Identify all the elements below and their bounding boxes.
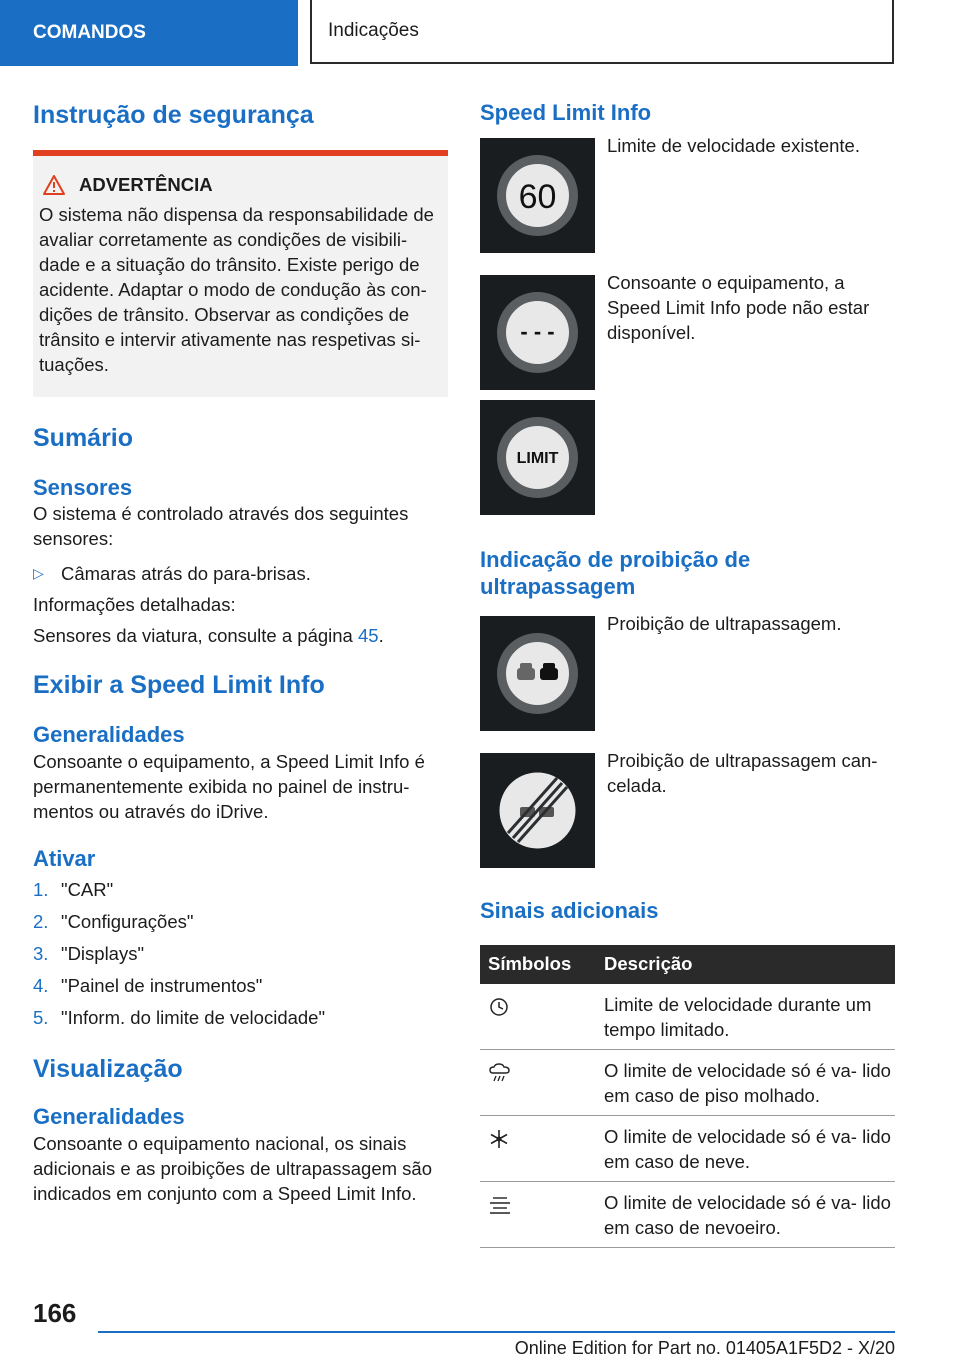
- step-item: [33, 970, 448, 1002]
- sign-60-text: Limite de velocidade existente.: [607, 135, 860, 157]
- step-item: [33, 1002, 448, 1034]
- visual-general-heading: Generalidades: [33, 1104, 185, 1130]
- speed-sign-unavailable-image: [480, 275, 595, 390]
- bullet-arrow-icon: ▷: [33, 565, 44, 582]
- speed-sign-limit-image: [480, 400, 595, 515]
- step-number: 4.: [33, 975, 49, 997]
- no-overtaking-sign-image: [480, 616, 595, 731]
- details-label: Informações detalhadas:: [33, 594, 236, 616]
- symbol-cell: [480, 1181, 596, 1247]
- step-number: 2.: [33, 911, 49, 933]
- step-text: "CAR": [61, 879, 114, 901]
- visual-heading: Visualização: [33, 1055, 183, 1084]
- description-cell: Limite de velocidade durante um tempo limitado.: [596, 984, 895, 1050]
- table-row: [480, 1181, 895, 1247]
- table-row: [480, 1115, 895, 1181]
- warning-header: [39, 174, 440, 196]
- sensors-text: O sistema é controlado através dos seguintes sensores:: [33, 503, 409, 550]
- display-general-text: Consoante o equipamento, a Speed Limit Info é permanentemente exibida no painel de instru- mentos ou através do iDrive.: [33, 750, 425, 822]
- table-row: [480, 1049, 895, 1115]
- warning-triangle-icon: [43, 175, 65, 195]
- step-text: "Inform. do limite de velocidade": [61, 1007, 326, 1029]
- sensor-bullet-text: Câmaras atrás do para-brisas.: [61, 563, 311, 585]
- step-number: 3.: [33, 943, 49, 965]
- section-tab: COMANDOS: [0, 0, 298, 66]
- right-column: [480, 100, 895, 1248]
- no-overtaking-text: Proibição de ultrapassagem.: [607, 613, 842, 635]
- summary-heading: Sumário: [33, 424, 134, 452]
- left-column: [33, 100, 448, 1206]
- page-number: 166: [33, 1298, 77, 1328]
- step-item: [33, 874, 448, 906]
- col-symbols-header: Símbolos: [480, 945, 596, 984]
- clock-icon: [488, 996, 510, 1018]
- col-description-header: Descrição: [596, 945, 895, 984]
- step-number: 5.: [33, 1007, 49, 1029]
- description-cell: O limite de velocidade só é va- lido em caso de neve.: [596, 1115, 895, 1181]
- symbol-cell: [480, 984, 596, 1050]
- additional-signs-heading: Sinais adicionais: [480, 898, 659, 924]
- visual-general-text: Consoante o equipamento nacional, os sinais adicionais e as proibições de ultrapassagem são indicados em conjunto com a Speed Limit Info.: [33, 1132, 433, 1204]
- warning-text: O sistema não dispensa da responsabilidade de avaliar corretamente as condições de visibili- dade e a situação do trânsito. Existe perigo de acidente. Adaptar o modo de condução às con- dições de trânsito. Observar as condições de trânsito e intervir ativamente nas respetivas si- tuações.: [39, 204, 434, 375]
- overtaking-heading: Indicação de proibição de ultrapassagem: [480, 547, 751, 599]
- footer-divider: [98, 1331, 895, 1333]
- step-item: [33, 906, 448, 938]
- symbol-cell: [480, 1115, 596, 1181]
- sign-60-value: 60: [518, 178, 557, 217]
- display-heading: Exibir a Speed Limit Info: [33, 671, 325, 700]
- table-header-row: [480, 945, 895, 984]
- speed-sign-60-image: [480, 138, 595, 253]
- additional-signs-table: [480, 945, 895, 1248]
- symbol-cell: [480, 1049, 596, 1115]
- sign-dash-text: Consoante o equipamento, a Speed Limit Info pode não estar disponível.: [607, 272, 870, 344]
- speed-limit-info-heading: Speed Limit Info: [480, 100, 652, 125]
- sign-row-overtaking-cancelled: [480, 750, 895, 868]
- step-text: "Painel de instrumentos": [61, 975, 263, 997]
- details-text: Sensores da viatura, consulte a página: [33, 625, 353, 647]
- activate-steps: [33, 874, 448, 1034]
- step-number: 1.: [33, 879, 49, 901]
- step-text: "Configurações": [61, 911, 194, 933]
- description-cell: O limite de velocidade só é va- lido em caso de piso molhado.: [596, 1049, 895, 1115]
- fog-icon: [488, 1194, 512, 1216]
- activate-heading: Ativar: [33, 845, 96, 871]
- warning-box: [33, 150, 448, 397]
- safety-heading: Instrução de segurança: [33, 101, 314, 129]
- snowflake-icon: [488, 1128, 510, 1150]
- overtaking-cancelled-text: Proibição de ultrapassagem can- celada.: [607, 750, 878, 797]
- rain-cloud-icon: [488, 1062, 512, 1084]
- page-link[interactable]: 45: [358, 625, 379, 647]
- table-row: [480, 984, 895, 1050]
- sign-limit-value: LIMIT: [516, 450, 559, 468]
- step-item: [33, 938, 448, 970]
- sensor-bullet: [33, 561, 448, 586]
- step-text: "Displays": [61, 943, 145, 965]
- page-header-title: Indicações: [310, 0, 894, 64]
- sensors-heading: Sensores: [33, 475, 133, 500]
- sign-row-60: [480, 135, 895, 253]
- overtaking-cancelled-sign-image: [480, 753, 595, 868]
- details-text-line: [33, 623, 448, 648]
- warning-label: ADVERTÊNCIA: [79, 174, 213, 195]
- sign-row-dash: [480, 272, 895, 390]
- display-general-heading: Generalidades: [33, 722, 185, 748]
- description-cell: O limite de velocidade só é va- lido em caso de nevoeiro.: [596, 1181, 895, 1247]
- sign-dash-value: - - -: [520, 319, 555, 345]
- sign-row-no-overtaking: [480, 613, 895, 731]
- footer-edition-text: Online Edition for Part no. 01405A1F5D2 - X/20: [514, 1338, 895, 1358]
- sign-row-limit: [480, 400, 895, 515]
- details-end: .: [378, 625, 384, 647]
